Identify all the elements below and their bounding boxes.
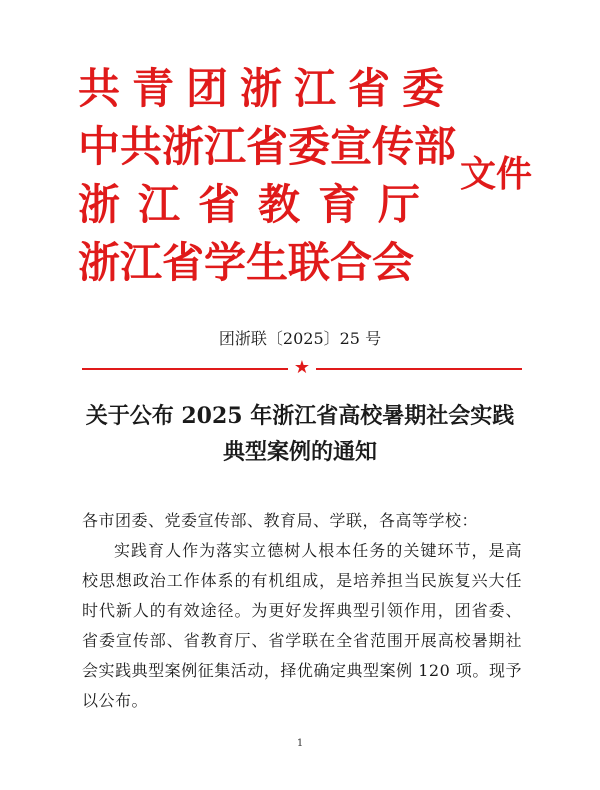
document-number: 团浙联〔2025〕25 号 [218, 329, 382, 348]
red-divider [82, 357, 522, 378]
divider-rule-right [316, 368, 522, 370]
divider-rule-left [82, 368, 288, 370]
issuer-student-federation: 浙江省学生联合会 [78, 238, 415, 287]
body-paragraph: 实践育人作为落实立德树人根本任务的关键环节，是高校思想政治工作体系的有机组成，是培养担当民族复兴大任时代新人的有效途径。为更好发挥典型引领作用，团省委、省委宣传部、省教育厅、省学联在全省范围开展高校暑期社会实践典型案例征集活动，择优确定典型案例 120 项。现予以公布。 [82, 541, 522, 710]
issuer-block [78, 60, 458, 292]
document-title [0, 398, 600, 470]
issuer-education-department: 浙江省教育厅 [78, 180, 439, 229]
document-body [82, 506, 522, 716]
document-suffix: 文件 [460, 153, 533, 195]
issuer-communist-youth-league: 共青团浙江省委 [78, 64, 457, 113]
page-number: 1 [296, 738, 304, 749]
star-icon: ★ [293, 357, 311, 378]
title-line-1: 关于公布 2025 年浙江省高校暑期社会实践 [85, 403, 515, 429]
salutation: 各市团委、党委宣传部、教育局、学联，各高等学校： [82, 511, 479, 530]
issuer-propaganda-department: 中共浙江省委宣传部 [78, 122, 457, 171]
title-line-2: 典型案例的通知 [222, 439, 377, 465]
